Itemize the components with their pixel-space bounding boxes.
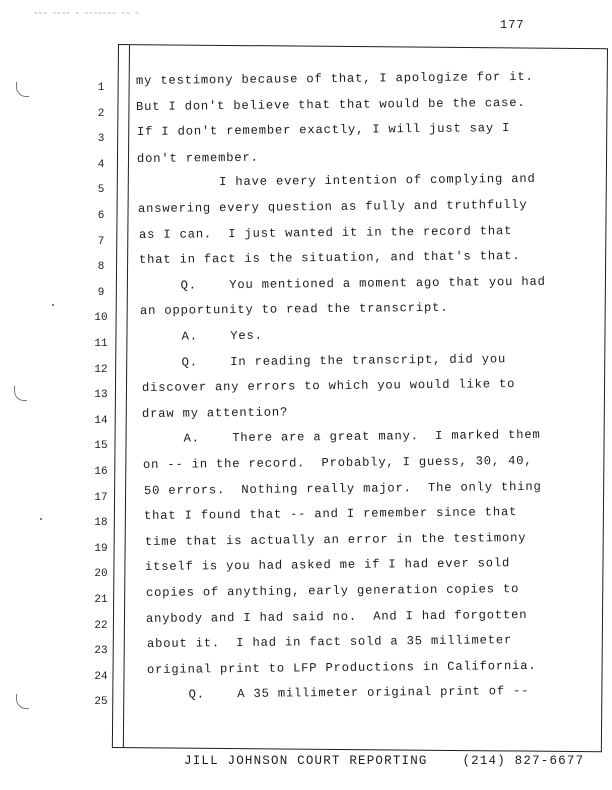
line-number: 9 xyxy=(97,286,105,299)
transcript-line: time that is actually an error in the testimony xyxy=(144,530,527,549)
line-number: 2 xyxy=(97,107,105,120)
line-number: 16 xyxy=(94,466,108,478)
line-number: 10 xyxy=(94,312,108,325)
transcript-line: my testimony because of that, I apologize for it. xyxy=(135,69,534,88)
margin-rule xyxy=(123,45,130,747)
reporter-phone: (214) 827-6677 xyxy=(462,754,585,768)
line-number: 15 xyxy=(94,440,108,453)
court-reporter-name: JILL JOHNSON COURT REPORTING xyxy=(184,754,428,768)
scan-speck xyxy=(40,518,42,520)
line-number: 22 xyxy=(94,619,108,632)
transcript-line: Q. In reading the transcript, did you xyxy=(140,351,507,370)
line-number: 13 xyxy=(94,389,108,402)
transcript-line: don't remember. xyxy=(136,150,259,166)
line-number: 23 xyxy=(94,645,108,658)
transcript-line: draw my attention? xyxy=(141,405,289,421)
transcript-line: answering every question as fully and truthfully xyxy=(137,197,528,216)
line-number: 25 xyxy=(94,696,108,709)
line-number: 3 xyxy=(97,133,105,146)
transcript-line: discover any errors to which you would like to xyxy=(141,377,516,396)
line-number: 6 xyxy=(97,210,105,222)
page-number: 177 xyxy=(500,18,525,32)
transcript-line: that in fact is the situation, and that's that. xyxy=(138,249,521,268)
scan-speck xyxy=(52,304,54,306)
transcript-line: A. Yes. xyxy=(140,328,263,344)
line-number: 20 xyxy=(94,568,108,581)
transcript-line: an opportunity to read the transcript. xyxy=(139,301,449,319)
transcript-line: Q. You mentioned a moment ago that you had xyxy=(139,274,546,293)
line-number: 14 xyxy=(94,414,108,427)
line-number: 7 xyxy=(97,235,105,248)
line-number: 5 xyxy=(97,184,105,197)
line-number: 18 xyxy=(94,517,108,530)
transcript-line: itself is you had asked me if I had ever sold xyxy=(144,556,511,575)
transcript-line: anybody and I had said no. And I had forgotten xyxy=(145,607,528,626)
line-number: 21 xyxy=(94,594,108,606)
transcript-line: I have every intention of complying and xyxy=(137,172,536,191)
scan-header-artifact: ~~~ ~~~~ ~ ~~~~~~~ ~~ ~ xyxy=(34,10,140,16)
line-number: 8 xyxy=(97,261,105,274)
transcript-line: about it. I had in fact sold a 35 millimeter xyxy=(146,633,513,652)
line-number: 4 xyxy=(97,158,105,171)
line-number: 17 xyxy=(94,491,108,504)
transcript-line: original print to LFP Productions in California. xyxy=(146,658,537,677)
transcript-line: copies of anything, early generation copies to xyxy=(145,582,520,600)
line-number: 24 xyxy=(94,670,108,683)
line-number: 11 xyxy=(94,338,108,350)
line-number: 19 xyxy=(94,542,108,555)
transcript-line: that I found that -- and I remember since that xyxy=(143,505,518,524)
transcript-line: Q. A 35 millimeter original print of -- xyxy=(147,684,530,703)
transcript-line: A. There are a great many. I marked them xyxy=(142,428,541,447)
binder-hole-mark xyxy=(16,694,29,709)
footer xyxy=(184,754,584,768)
line-number: 1 xyxy=(97,82,105,94)
transcript-line: as I can. I just wanted it in the record that xyxy=(138,223,513,242)
transcript-line: But I don't believe that that would be the case. xyxy=(135,95,526,114)
transcript-line: 50 errors. Nothing really major. The only thing xyxy=(143,479,542,498)
line-number: 12 xyxy=(94,363,108,376)
binder-hole-mark xyxy=(16,82,29,97)
binder-hole-mark xyxy=(14,386,27,401)
transcript-line: on -- in the record. Probably, I guess, 30, 40, xyxy=(142,453,533,472)
transcript-line: If I don't remember exactly, I will just say I xyxy=(136,121,511,140)
